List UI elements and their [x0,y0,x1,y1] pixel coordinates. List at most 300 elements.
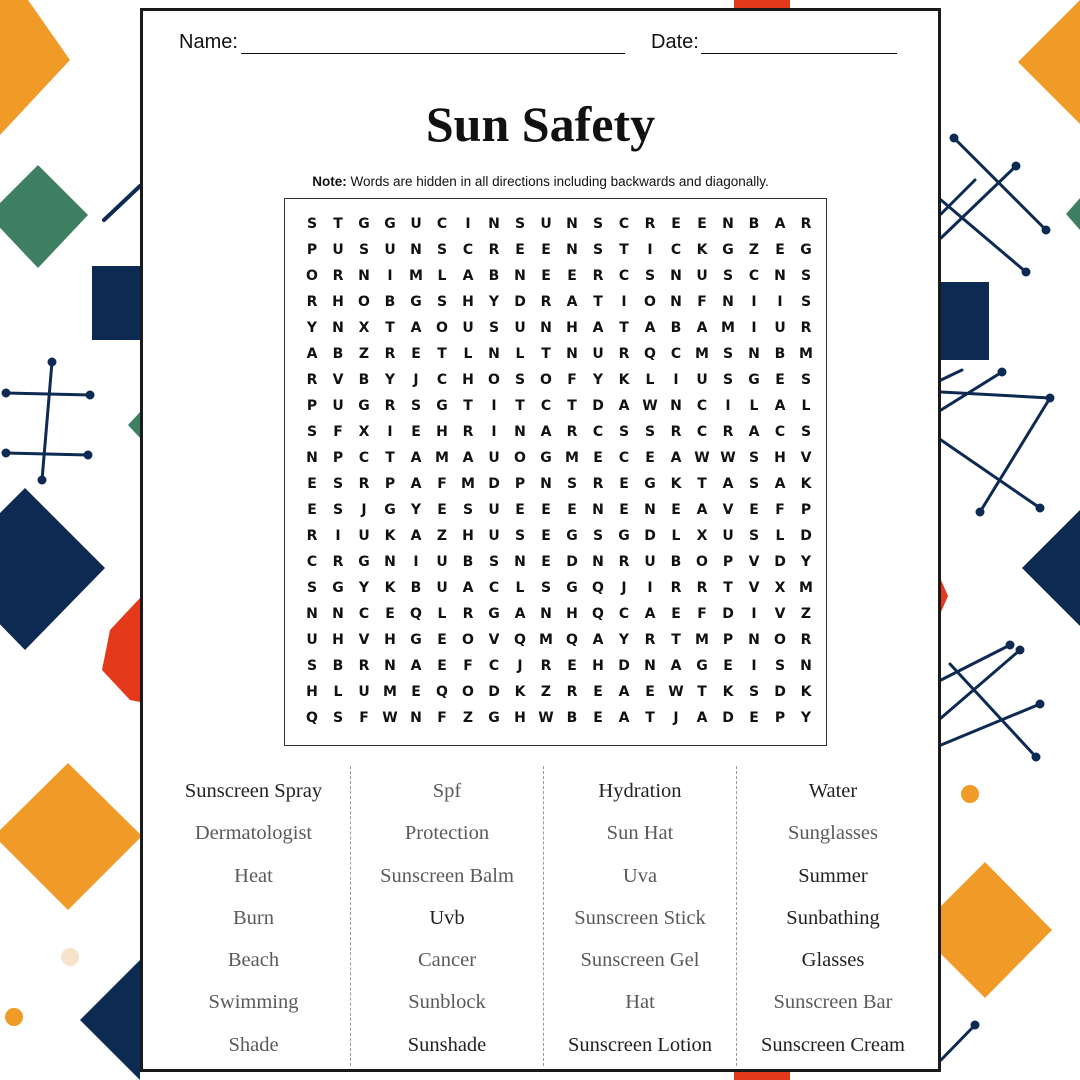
grid-letter[interactable]: H [514,710,526,726]
grid-letter[interactable]: U [540,216,552,232]
grid-letter[interactable]: W [694,450,710,466]
grid-letter[interactable]: M [695,346,709,362]
grid-letter[interactable]: T [385,450,395,466]
grid-letter[interactable]: A [696,320,708,336]
grid-letter[interactable]: H [462,372,474,388]
grid-letter[interactable]: R [644,216,656,232]
grid-letter[interactable]: U [384,242,396,258]
grid-letter[interactable]: A [410,450,422,466]
grid-letter[interactable]: S [592,216,604,232]
grid-letter[interactable]: V [800,450,812,466]
grid-letter[interactable]: G [358,398,370,414]
grid-letter[interactable]: E [645,450,655,466]
grid-letter[interactable]: Y [410,502,422,518]
grid-letter[interactable]: R [306,372,318,388]
grid-letter[interactable]: F [567,372,577,388]
grid-letter[interactable]: M [409,268,423,284]
grid-letter[interactable]: R [540,294,552,310]
grid-letter[interactable]: O [540,372,552,388]
grid-letter[interactable]: R [592,476,604,492]
grid-letter[interactable]: S [462,502,474,518]
grid-letter[interactable]: O [696,554,708,570]
grid-letter[interactable]: W [382,710,398,726]
grid-letter[interactable]: J [413,372,419,388]
grid-letter[interactable]: S [306,216,318,232]
grid-letter[interactable]: E [411,684,421,700]
grid-letter[interactable]: S [306,424,318,440]
grid-letter[interactable]: R [384,398,396,414]
grid-letter[interactable]: S [748,450,760,466]
grid-letter[interactable]: B [566,710,578,726]
grid-letter[interactable]: O [436,320,448,336]
grid-letter[interactable]: A [696,710,708,726]
grid-letter[interactable]: S [436,242,448,258]
grid-letter[interactable]: E [437,502,447,518]
grid-letter[interactable]: E [749,710,759,726]
grid-letter[interactable]: J [361,502,367,518]
grid-letter[interactable]: S [618,424,630,440]
grid-letter[interactable]: D [774,684,786,700]
grid-letter[interactable]: H [332,294,344,310]
grid-letter[interactable]: R [540,658,552,674]
grid-letter[interactable]: S [722,268,734,284]
grid-letter[interactable]: N [592,554,604,570]
grid-letter[interactable]: T [619,320,629,336]
grid-letter[interactable]: S [436,294,448,310]
grid-letter[interactable]: N [566,216,578,232]
grid-letter[interactable]: U [774,320,786,336]
grid-letter[interactable]: P [384,476,396,492]
grid-letter[interactable]: Q [592,606,604,622]
grid-letter[interactable]: U [332,398,344,414]
grid-letter[interactable]: O [514,450,526,466]
grid-letter[interactable]: Y [592,372,604,388]
grid-letter[interactable]: I [465,216,471,232]
grid-letter[interactable]: S [514,372,526,388]
grid-letter[interactable]: S [644,268,656,284]
grid-letter[interactable]: R [462,424,474,440]
grid-letter[interactable]: L [437,606,447,622]
grid-letter[interactable]: S [306,658,318,674]
grid-letter[interactable]: S [592,242,604,258]
grid-letter[interactable]: G [488,710,500,726]
grid-letter[interactable]: N [488,346,500,362]
grid-letter[interactable]: M [383,684,397,700]
grid-letter[interactable]: Q [644,346,656,362]
grid-letter[interactable]: I [491,398,497,414]
grid-letter[interactable]: T [385,320,395,336]
grid-letter[interactable]: E [411,346,421,362]
grid-letter[interactable]: R [332,554,344,570]
grid-letter[interactable]: R [358,476,370,492]
grid-letter[interactable]: S [800,268,812,284]
grid-letter[interactable]: V [774,606,786,622]
grid-letter[interactable]: L [333,684,343,700]
grid-letter[interactable]: L [671,528,681,544]
grid-letter[interactable]: Y [306,320,318,336]
grid-letter[interactable]: M [799,346,813,362]
grid-letter[interactable]: S [410,398,422,414]
grid-letter[interactable]: Q [410,606,422,622]
grid-letter[interactable]: U [358,528,370,544]
grid-letter[interactable]: L [801,398,811,414]
grid-letter[interactable]: D [774,554,786,570]
grid-letter[interactable]: G [358,216,370,232]
grid-letter[interactable]: E [437,658,447,674]
grid-letter[interactable]: A [592,320,604,336]
grid-letter[interactable]: D [488,476,500,492]
grid-letter[interactable]: I [621,294,627,310]
grid-letter[interactable]: V [722,502,734,518]
grid-letter[interactable]: N [774,268,786,284]
grid-letter[interactable]: R [696,580,708,596]
grid-letter[interactable]: A [462,580,474,596]
grid-letter[interactable]: S [748,476,760,492]
grid-letter[interactable]: Z [800,606,812,622]
grid-letter[interactable]: T [593,294,603,310]
grid-letter[interactable]: N [514,268,526,284]
grid-letter[interactable]: G [488,606,500,622]
grid-letter[interactable]: H [332,632,344,648]
grid-letter[interactable]: U [462,320,474,336]
grid-letter[interactable]: N [566,242,578,258]
grid-letter[interactable]: C [488,658,500,674]
grid-letter[interactable]: S [488,320,500,336]
grid-letter[interactable]: R [488,242,500,258]
grid-letter[interactable]: X [358,424,370,440]
grid-letter[interactable]: G [358,554,370,570]
grid-letter[interactable]: A [722,476,734,492]
grid-letter[interactable]: E [567,502,577,518]
grid-letter[interactable]: R [618,554,630,570]
grid-letter[interactable]: A [410,658,422,674]
grid-letter[interactable]: Z [462,710,474,726]
grid-letter[interactable]: T [619,242,629,258]
grid-letter[interactable]: E [645,684,655,700]
grid-letter[interactable]: B [670,554,682,570]
grid-letter[interactable]: O [644,294,656,310]
grid-letter[interactable]: I [387,424,393,440]
grid-letter[interactable]: Y [488,294,500,310]
grid-letter[interactable]: N [514,554,526,570]
grid-letter[interactable]: Q [566,632,578,648]
grid-letter[interactable]: A [410,528,422,544]
grid-letter[interactable]: P [306,242,318,258]
grid-letter[interactable]: L [515,346,525,362]
grid-letter[interactable]: B [384,294,396,310]
grid-letter[interactable]: I [725,398,731,414]
grid-letter[interactable]: S [306,580,318,596]
grid-letter[interactable]: N [410,710,422,726]
grid-letter[interactable]: A [774,216,786,232]
grid-letter[interactable]: B [748,216,760,232]
grid-letter[interactable]: P [722,632,734,648]
grid-letter[interactable]: C [670,242,682,258]
grid-letter[interactable]: B [358,372,370,388]
grid-letter[interactable]: K [514,684,526,700]
grid-letter[interactable]: U [436,580,448,596]
grid-letter[interactable]: K [384,528,396,544]
grid-letter[interactable]: Q [306,710,318,726]
grid-letter[interactable]: N [644,502,656,518]
grid-letter[interactable]: A [410,476,422,492]
grid-letter[interactable]: S [722,346,734,362]
grid-letter[interactable]: T [541,346,551,362]
grid-letter[interactable]: A [462,450,474,466]
grid-letter[interactable]: I [491,424,497,440]
grid-letter[interactable]: J [673,710,679,726]
grid-letter[interactable]: I [751,606,757,622]
grid-letter[interactable]: S [358,242,370,258]
grid-letter[interactable]: A [514,606,526,622]
grid-letter[interactable]: C [436,216,448,232]
grid-letter[interactable]: S [800,424,812,440]
grid-letter[interactable]: F [775,502,785,518]
grid-letter[interactable]: V [358,632,370,648]
grid-letter[interactable]: U [644,554,656,570]
grid-letter[interactable]: Z [748,242,760,258]
grid-letter[interactable]: J [621,580,627,596]
grid-letter[interactable]: H [462,528,474,544]
grid-letter[interactable]: H [774,450,786,466]
grid-letter[interactable]: C [618,606,630,622]
grid-letter[interactable]: G [436,398,448,414]
grid-letter[interactable]: U [696,372,708,388]
grid-letter[interactable]: R [670,580,682,596]
grid-letter[interactable]: G [410,632,422,648]
grid-letter[interactable]: C [774,424,786,440]
grid-letter[interactable]: M [721,320,735,336]
grid-letter[interactable]: S [592,528,604,544]
grid-letter[interactable]: A [462,268,474,284]
grid-letter[interactable]: U [410,216,422,232]
grid-letter[interactable]: B [488,268,500,284]
grid-letter[interactable]: E [541,554,551,570]
grid-letter[interactable]: T [333,216,343,232]
grid-letter[interactable]: P [800,502,812,518]
grid-letter[interactable]: Q [436,684,448,700]
grid-letter[interactable]: S [332,710,344,726]
grid-letter[interactable]: S [800,372,812,388]
grid-letter[interactable]: A [748,424,760,440]
grid-letter[interactable]: M [799,580,813,596]
grid-letter[interactable]: G [384,502,396,518]
grid-letter[interactable]: R [462,606,474,622]
grid-letter[interactable]: B [670,320,682,336]
grid-letter[interactable]: F [437,476,447,492]
grid-letter[interactable]: N [540,476,552,492]
grid-letter[interactable]: G [384,216,396,232]
grid-letter[interactable]: T [437,346,447,362]
grid-letter[interactable]: T [645,710,655,726]
grid-letter[interactable]: W [538,710,554,726]
grid-letter[interactable]: D [722,606,734,622]
grid-letter[interactable]: Z [540,684,552,700]
grid-letter[interactable]: E [567,658,577,674]
grid-letter[interactable]: D [722,710,734,726]
grid-letter[interactable]: L [775,528,785,544]
grid-letter[interactable]: E [593,684,603,700]
grid-letter[interactable]: H [566,606,578,622]
grid-letter[interactable]: K [800,476,812,492]
grid-letter[interactable]: D [800,528,812,544]
grid-letter[interactable]: H [462,294,474,310]
grid-letter[interactable]: E [671,502,681,518]
grid-letter[interactable]: N [306,450,318,466]
grid-letter[interactable]: N [306,606,318,622]
grid-letter[interactable]: U [696,268,708,284]
grid-letter[interactable]: T [463,398,473,414]
grid-letter[interactable]: M [695,632,709,648]
grid-letter[interactable]: E [385,606,395,622]
grid-letter[interactable]: E [619,502,629,518]
grid-letter[interactable]: F [437,710,447,726]
grid-letter[interactable]: S [540,580,552,596]
grid-letter[interactable]: I [647,242,653,258]
grid-letter[interactable]: A [540,424,552,440]
grid-letter[interactable]: K [384,580,396,596]
grid-letter[interactable]: E [593,450,603,466]
grid-letter[interactable]: G [566,528,578,544]
grid-letter[interactable]: G [566,580,578,596]
grid-letter[interactable]: T [697,476,707,492]
grid-letter[interactable]: R [800,320,812,336]
grid-letter[interactable]: N [800,658,812,674]
grid-letter[interactable]: H [566,320,578,336]
grid-letter[interactable]: N [384,658,396,674]
grid-letter[interactable]: W [668,684,684,700]
grid-letter[interactable]: I [387,268,393,284]
grid-letter[interactable]: R [566,424,578,440]
grid-letter[interactable]: D [514,294,526,310]
grid-letter[interactable]: P [514,476,526,492]
grid-letter[interactable]: E [671,606,681,622]
grid-letter[interactable]: O [306,268,318,284]
grid-letter[interactable]: N [722,216,734,232]
grid-letter[interactable]: C [696,398,708,414]
grid-letter[interactable]: G [332,580,344,596]
grid-letter[interactable]: Y [800,710,812,726]
grid-letter[interactable]: B [774,346,786,362]
grid-letter[interactable]: Y [358,580,370,596]
grid-letter[interactable]: E [567,268,577,284]
grid-letter[interactable]: V [332,372,344,388]
grid-letter[interactable]: N [332,606,344,622]
grid-letter[interactable]: G [410,294,422,310]
grid-letter[interactable]: N [358,268,370,284]
grid-letter[interactable]: C [462,242,474,258]
grid-letter[interactable]: S [332,502,344,518]
grid-letter[interactable]: E [619,476,629,492]
grid-letter[interactable]: R [358,658,370,674]
grid-letter[interactable]: I [335,528,341,544]
grid-letter[interactable]: C [618,268,630,284]
grid-letter[interactable]: B [462,554,474,570]
grid-letter[interactable]: N [540,606,552,622]
grid-letter[interactable]: K [670,476,682,492]
grid-letter[interactable]: N [488,216,500,232]
grid-letter[interactable]: L [437,268,447,284]
grid-letter[interactable]: S [800,294,812,310]
grid-letter[interactable]: U [514,320,526,336]
grid-letter[interactable]: R [644,632,656,648]
grid-letter[interactable]: N [670,398,682,414]
grid-letter[interactable]: S [748,528,760,544]
grid-letter[interactable]: A [696,502,708,518]
grid-letter[interactable]: D [566,554,578,570]
grid-letter[interactable]: R [618,346,630,362]
grid-letter[interactable]: K [722,684,734,700]
grid-letter[interactable]: O [462,684,474,700]
grid-letter[interactable]: K [618,372,630,388]
grid-letter[interactable]: V [488,632,500,648]
grid-letter[interactable]: D [488,684,500,700]
grid-letter[interactable]: L [749,398,759,414]
grid-letter[interactable]: C [670,346,682,362]
grid-letter[interactable]: C [540,398,552,414]
grid-letter[interactable]: V [748,580,760,596]
grid-letter[interactable]: Q [592,580,604,596]
grid-letter[interactable]: G [644,476,656,492]
grid-letter[interactable]: K [800,684,812,700]
grid-letter[interactable]: W [642,398,658,414]
grid-letter[interactable]: F [333,424,343,440]
grid-letter[interactable]: X [358,320,370,336]
grid-letter[interactable]: N [332,320,344,336]
grid-letter[interactable]: P [332,450,344,466]
grid-letter[interactable]: Y [800,554,812,570]
grid-letter[interactable]: A [306,346,318,362]
grid-letter[interactable]: U [488,450,500,466]
grid-letter[interactable]: N [748,346,760,362]
grid-letter[interactable]: U [488,502,500,518]
grid-letter[interactable]: F [697,294,707,310]
grid-letter[interactable]: M [565,450,579,466]
grid-letter[interactable]: I [751,294,757,310]
grid-letter[interactable]: A [670,658,682,674]
grid-letter[interactable]: R [800,632,812,648]
grid-letter[interactable]: G [696,658,708,674]
grid-letter[interactable]: R [306,294,318,310]
grid-letter[interactable]: E [775,372,785,388]
grid-letter[interactable]: U [306,632,318,648]
grid-letter[interactable]: F [697,606,707,622]
grid-letter[interactable]: L [515,580,525,596]
grid-letter[interactable]: S [514,528,526,544]
grid-letter[interactable]: A [566,294,578,310]
grid-letter[interactable]: I [777,294,783,310]
grid-letter[interactable]: R [306,528,318,544]
grid-letter[interactable]: M [461,476,475,492]
grid-letter[interactable]: E [749,502,759,518]
grid-letter[interactable]: C [696,424,708,440]
grid-letter[interactable]: R [800,216,812,232]
grid-letter[interactable]: K [696,242,708,258]
grid-letter[interactable]: L [463,346,473,362]
grid-letter[interactable]: C [618,216,630,232]
grid-letter[interactable]: J [517,658,523,674]
grid-letter[interactable]: C [306,554,318,570]
grid-letter[interactable]: H [384,632,396,648]
grid-letter[interactable]: A [670,450,682,466]
grid-letter[interactable]: U [436,554,448,570]
grid-letter[interactable]: A [774,476,786,492]
grid-letter[interactable]: A [774,398,786,414]
grid-letter[interactable]: R [670,424,682,440]
grid-letter[interactable]: R [722,424,734,440]
grid-letter[interactable]: S [774,658,786,674]
grid-letter[interactable]: E [307,476,317,492]
